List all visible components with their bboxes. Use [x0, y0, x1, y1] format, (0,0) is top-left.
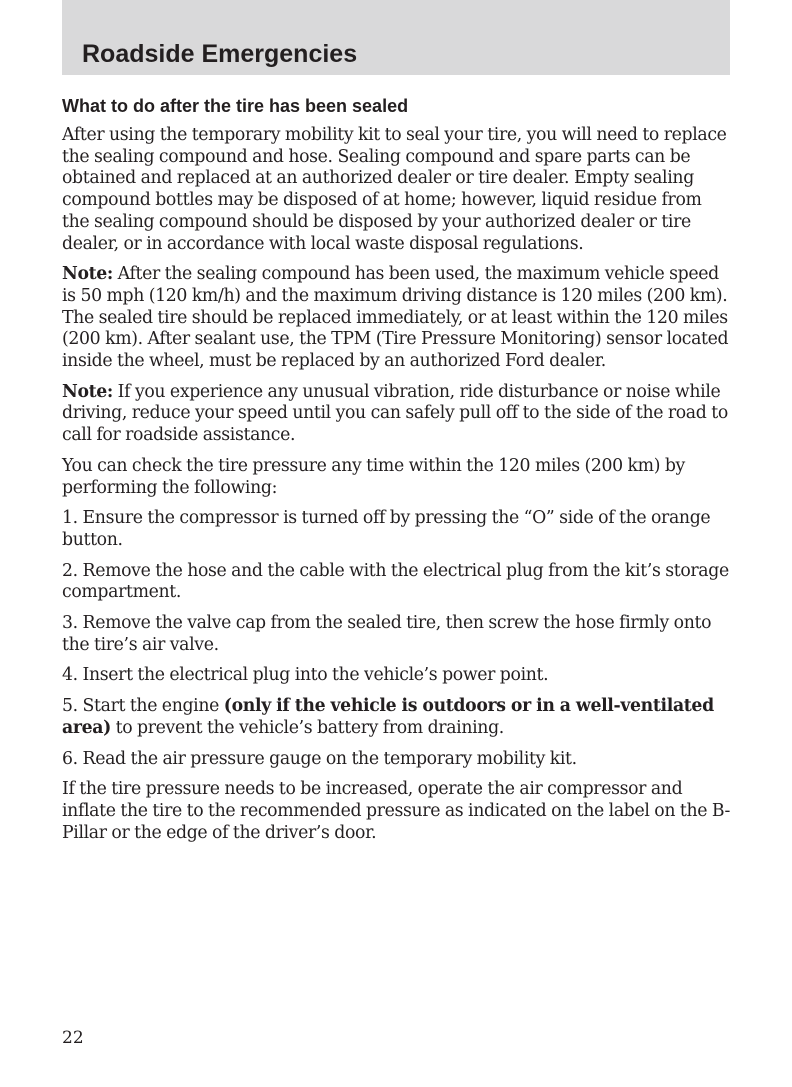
subsection-heading: What to do after the tire has been sealed — [62, 96, 409, 116]
page-number: 22 — [62, 1028, 84, 1048]
note-text: After the sealing compound has been used, the maximum vehicle speed is 50 mph (120 km/h) and the maximum driving distance is 120 miles (200 km). The sealed tire should be replaced immediately, or at least within the 120 miles (200 km). After sealant use, the TPM (Tire Pressure Monitoring) sensor located inside the wheel, must be replaced by an authorized Ford dealer. — [62, 264, 729, 372]
step-5-warning: (only if the vehicle is outdoors or in a well-ventilated area) — [62, 696, 714, 738]
step-5 — [62, 696, 732, 739]
inflate-paragraph: If the tire pressure needs to be increased, operate the air compressor and inflate the tire to the recommended pressure as indicated on the label on the B-Pillar or the edge of the driver’s door. — [62, 779, 731, 843]
step-1: 1. Ensure the compressor is turned off by pressing the “O” side of the orange button. — [62, 508, 711, 550]
note-paragraph-speed-limit — [62, 264, 732, 373]
pressure-check-intro: You can check the tire pressure any time within the 120 miles (200 km) by performing the following: — [62, 455, 685, 498]
note-label: Note: — [62, 264, 113, 285]
note-paragraph-vibration — [62, 382, 732, 447]
step-5-text-start: 5. Start the engine — [62, 696, 224, 717]
step-6: 6. Read the air pressure gauge on the temporary mobility kit. — [62, 748, 577, 769]
step-2: 2. Remove the hose and the cable with the electrical plug from the kit’s storage compartment. — [62, 560, 729, 603]
step-3: 3. Remove the valve cap from the sealed tire, then screw the hose firmly onto the tire’s air valve. — [62, 613, 712, 655]
step-4: 4. Insert the electrical plug into the vehicle’s power point. — [62, 665, 549, 686]
intro-paragraph: After using the temporary mobility kit to seal your tire, you will need to replace the sealing compound and hose. Sealing compound and spare parts can be obtained and replaced at an authorized dealer or tire dealer. Empty sealing compound bottles may be disposed of at home; however, liquid residue from the sealing compound should be disposed by your authorized dealer or tire dealer, or in accordance with local waste disposal regulations. — [62, 125, 727, 254]
section-header-band — [62, 0, 730, 75]
page-section-title: Roadside Emergencies — [82, 40, 358, 68]
note-label: Note: — [62, 381, 113, 402]
page-content — [62, 94, 732, 853]
note-text: If you experience any unusual vibration, ride disturbance or noise while driving, reduce your speed until you can safely pull off to the side of the road to call for roadside assistance. — [62, 381, 728, 446]
step-5-text-end: to prevent the vehicle’s battery from draining. — [110, 717, 504, 738]
